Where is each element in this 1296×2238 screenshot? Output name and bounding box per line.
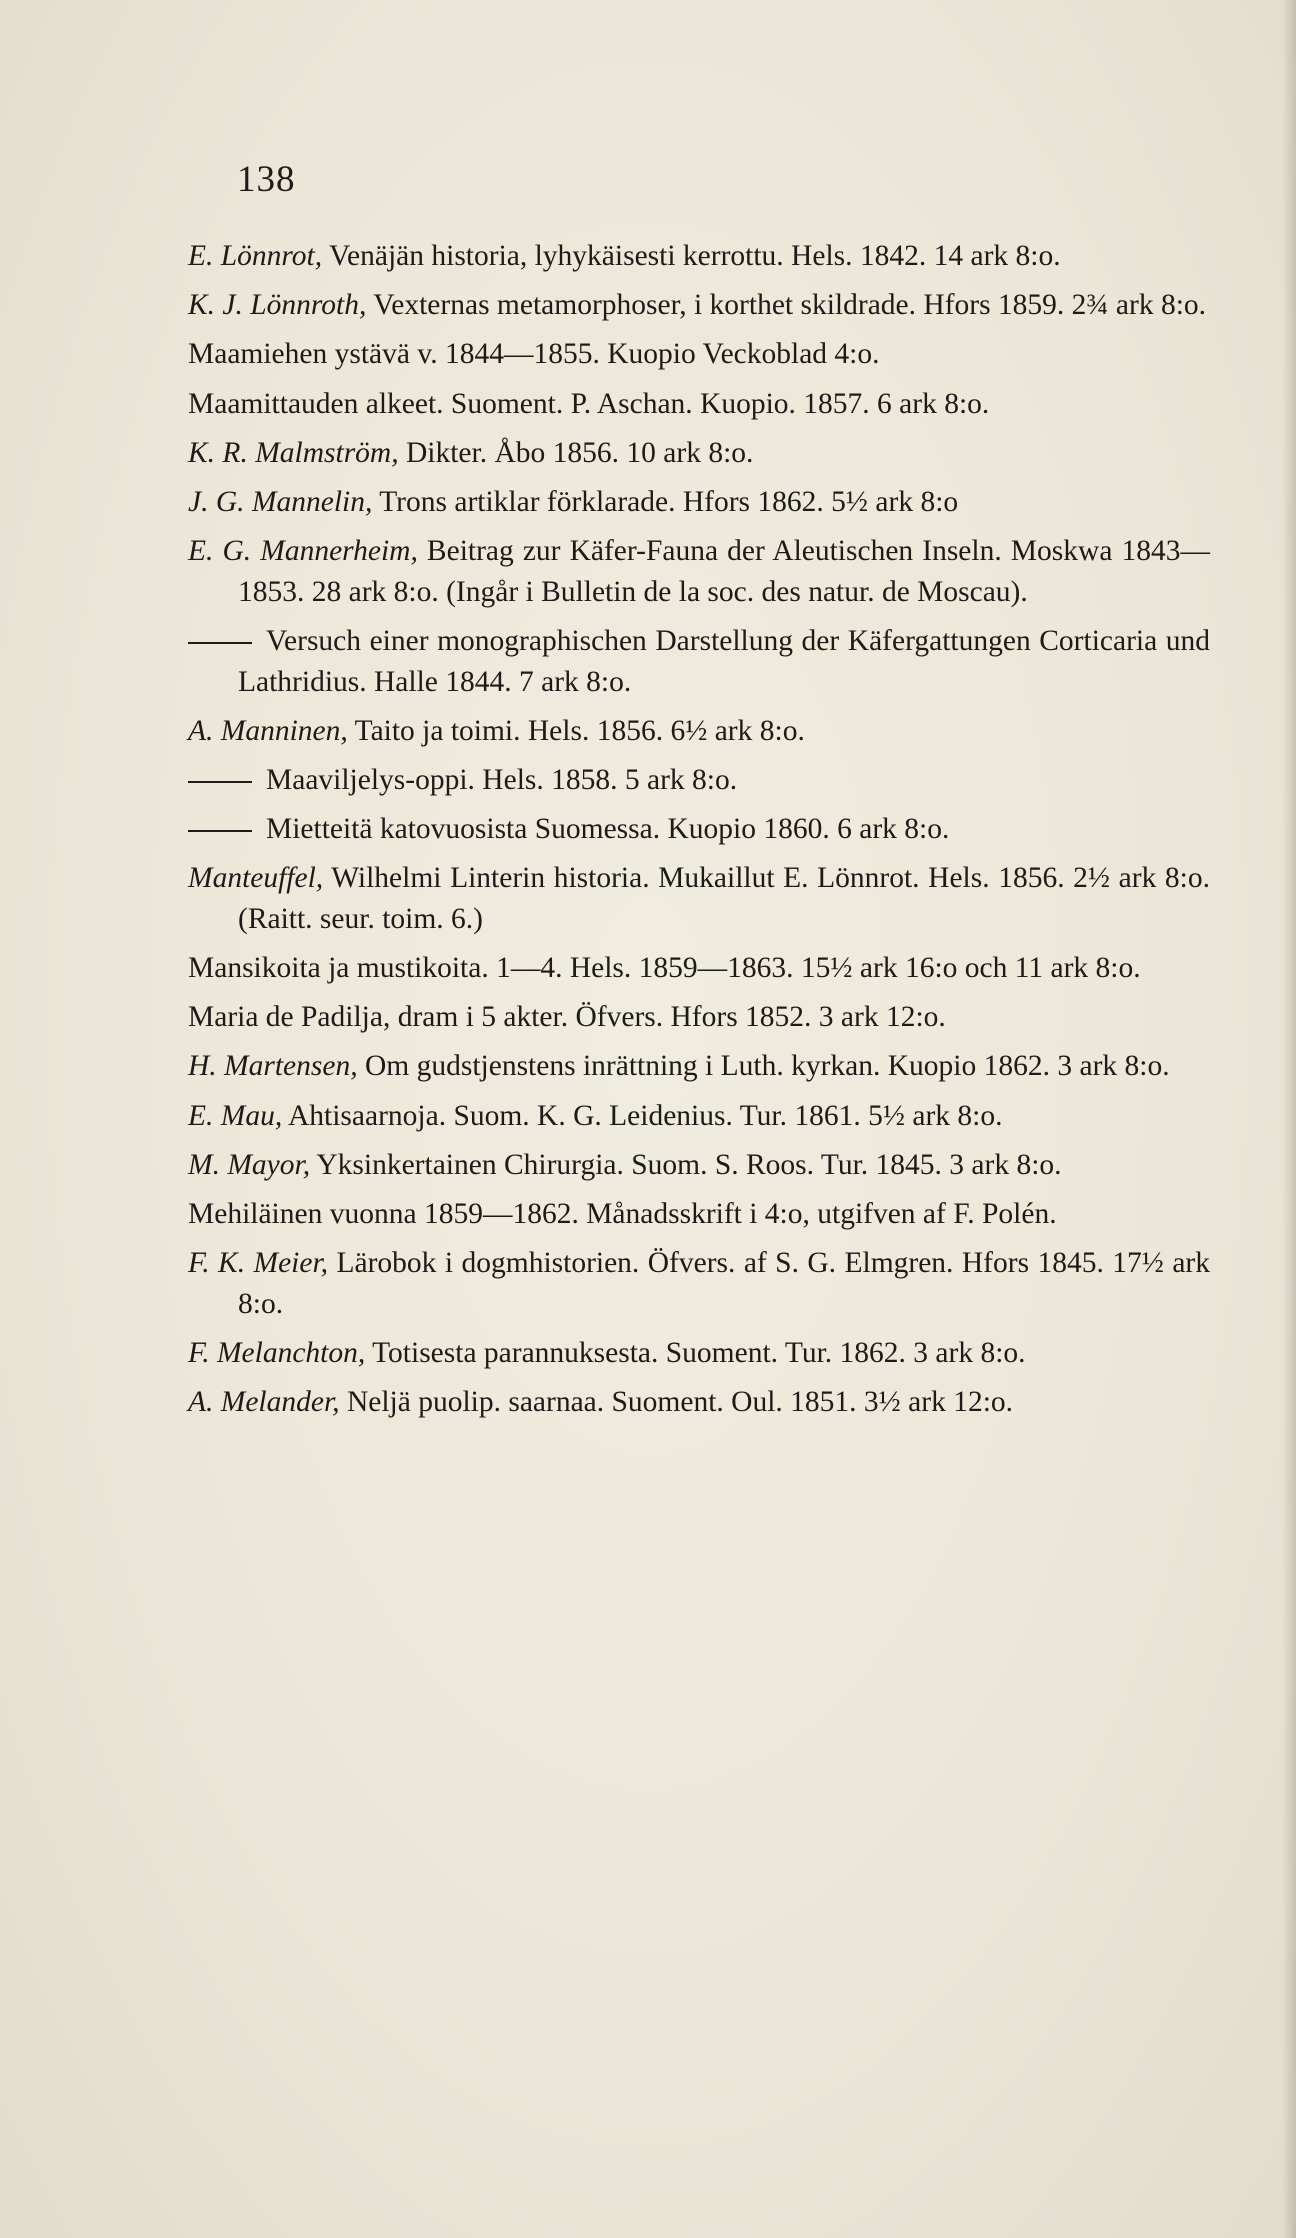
- entry-text: Om gudstjenstens inrättning i Luth. kyrkan. Kuopio 1862. 3 ark 8:o.: [364, 1050, 1170, 1083]
- entry-author: K. R. Malmström,: [188, 436, 399, 469]
- bibliography-entry: [188, 433, 1210, 474]
- bibliography-entry: [188, 1096, 1210, 1137]
- entry-text: Mansikoita ja mustikoita. 1—4. Hels. 1859—1863. 15½ ark 16:o och 11 ark 8:o.: [188, 952, 1141, 985]
- entry-text: Versuch einer monographischen Darstellung der Käfergattungen Corticaria und Lathridius. Halle 1844. 7 ark 8:o.: [238, 624, 1210, 698]
- bibliography-entry: [188, 760, 1210, 801]
- bibliography-entry: [188, 1046, 1210, 1087]
- page-edge-shadow: [1282, 0, 1296, 2238]
- bibliography-entry: [188, 1243, 1210, 1324]
- entry-text: Maaviljelys-oppi. Hels. 1858. 5 ark 8:o.: [266, 763, 738, 796]
- entry-author: J. G. Mannelin,: [188, 485, 373, 518]
- entry-text: Trons artiklar förklarade. Hfors 1862. 5½ ark 8:o: [379, 485, 959, 518]
- entry-text: Wilhelmi Linterin historia. Mukaillut E. Lönnrot. Hels. 1856. 2½ ark 8:o. (Raitt. seur. toim. 6.): [238, 862, 1210, 935]
- entry-text: Maamittauden alkeet. Suoment. P. Aschan. Kuopio. 1857. 6 ark 8:o.: [188, 387, 990, 420]
- entry-author: M. Mayor,: [188, 1148, 311, 1181]
- bibliography-entry: [188, 384, 1210, 425]
- bibliography-entry: [188, 285, 1210, 326]
- bibliography-entry: [188, 1333, 1210, 1374]
- entry-text: Neljä puolip. saarnaa. Suoment. Oul. 1851. 3½ ark 12:o.: [346, 1386, 1014, 1419]
- entry-author: Manteuffel,: [188, 862, 324, 895]
- entry-text: Ahtisaarnoja. Suom. K. G. Leidenius. Tur. 1861. 5½ ark 8:o.: [287, 1099, 1003, 1132]
- bibliography-entry: [188, 1382, 1210, 1423]
- entry-text: Yksinkertainen Chirurgia. Suom. S. Roos. Tur. 1845. 3 ark 8:o.: [316, 1148, 1062, 1181]
- bibliography-entry: [188, 621, 1210, 702]
- bibliography-entry: [188, 334, 1210, 375]
- bibliography-entry: [188, 482, 1210, 523]
- entry-author: E. Lönnrot,: [188, 240, 323, 272]
- entry-text: Vexternas metamorphoser, i korthet skildrade. Hfors 1859. 2¾ ark 8:o.: [373, 289, 1207, 322]
- bibliography-entry: [188, 858, 1210, 939]
- bibliography-entry: [188, 236, 1210, 277]
- ditto-dash: [188, 781, 252, 783]
- entry-author: F. K. Meier,: [188, 1247, 329, 1280]
- entry-text: Beitrag zur Käfer-Fauna der Aleutischen Inseln. Moskwa 1843—1853. 28 ark 8:o. (Ingår i Bulletin de la soc. des natur. de Moscau).: [238, 535, 1210, 608]
- entry-author: H. Martensen,: [188, 1050, 358, 1083]
- entry-author: K. J. Lönnroth,: [188, 289, 367, 322]
- entry-text: Lärobok i dogmhistorien. Öfvers. af S. G. Elmgren. Hfors 1845. 17½ ark 8:o.: [238, 1247, 1211, 1320]
- entry-author: F. Melanchton,: [188, 1336, 366, 1369]
- entry-text: Venäjän historia, lyhykäisesti kerrottu. Hels. 1842. 14 ark 8:o.: [328, 240, 1061, 272]
- entry-text: Mehiläinen vuonna 1859—1862. Månadsskrift i 4:o, utgifven af F. Polén.: [188, 1197, 1057, 1230]
- entry-text: Maria de Padilja, dram i 5 akter. Öfvers. Hfors 1852. 3 ark 12:o.: [188, 1001, 946, 1034]
- ditto-dash: [188, 642, 252, 644]
- entry-text: Dikter. Åbo 1856. 10 ark 8:o.: [405, 436, 754, 469]
- ditto-dash: [188, 830, 252, 832]
- bibliography-entry: [188, 531, 1210, 612]
- bibliography-entry: [188, 997, 1210, 1038]
- bibliography-list: [188, 236, 1210, 1431]
- bibliography-entry: [188, 1145, 1210, 1186]
- page-number: 138: [237, 159, 296, 200]
- entry-author: E. Mau,: [188, 1099, 283, 1132]
- entry-text: Maamiehen ystävä v. 1844—1855. Kuopio Veckoblad 4:o.: [188, 338, 880, 371]
- entry-author: A. Melander,: [188, 1386, 340, 1419]
- bibliography-entry: [188, 948, 1210, 989]
- entry-text: Totisesta parannuksesta. Suoment. Tur. 1862. 3 ark 8:o.: [372, 1336, 1026, 1369]
- entry-author: A. Manninen,: [188, 714, 348, 747]
- entry-text: Taito ja toimi. Hels. 1856. 6½ ark 8:o.: [354, 714, 805, 747]
- bibliography-entry: [188, 711, 1210, 752]
- entry-author: E. G. Mannerheim,: [188, 535, 418, 568]
- bibliography-entry: [188, 1194, 1210, 1235]
- bibliography-entry: [188, 809, 1210, 850]
- entry-text: Mietteitä katovuosista Suomessa. Kuopio 1860. 6 ark 8:o.: [266, 813, 950, 846]
